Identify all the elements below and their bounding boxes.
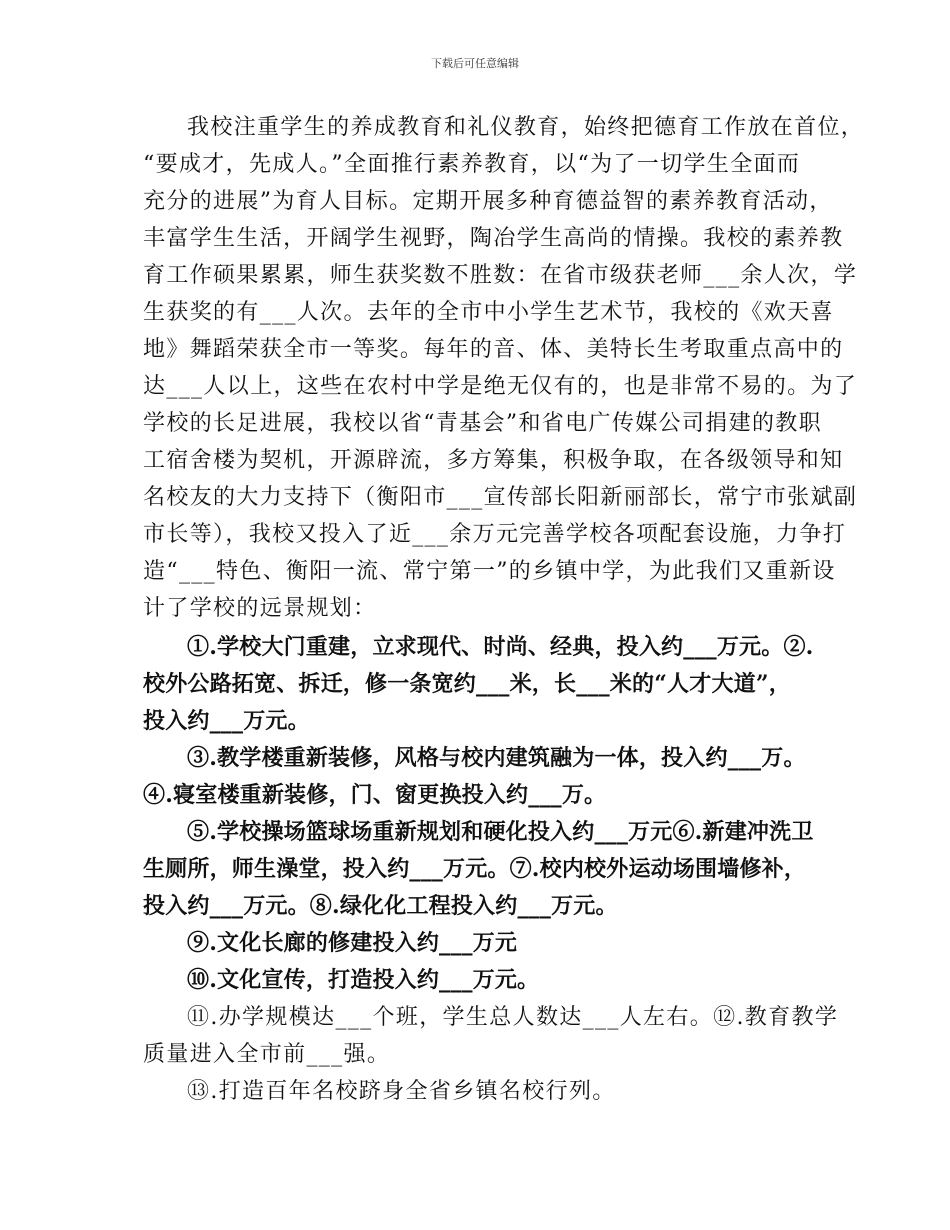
paragraph-line: 工宿舍楼为契机，开源辟流，多方筹集，积极争取，在各级领导和知 xyxy=(143,448,844,473)
paragraph-line: 育工作硕果累累，师生获奖数不胜数：在省市级获老师___余人次，学 xyxy=(143,263,858,288)
plan-item-line: ①.学校大门重建，立求现代、时尚、经典，投入约___万元。②. xyxy=(187,634,814,660)
plan-item-line: 校外公路拓宽、拆迁，修一条宽约___米，长___米的“人才大道”， xyxy=(143,671,791,697)
paragraph-line: 我校注重学生的养成教育和礼仪教育，始终把德育工作放在首位， xyxy=(187,115,865,140)
paragraph-line: 地》舞蹈荣获全市一等奖。每年的音、体、美特长生考取重点高中的 xyxy=(143,337,844,362)
paragraph-line: 丰富学生生活，开阔学生视野，陶冶学生高尚的情操。我校的素养教 xyxy=(143,226,844,251)
plan-item-line: 生厕所，师生澡堂，投入约___万元。⑦.校内校外运动场围墙修补， xyxy=(143,856,807,882)
plan-item-line: ⑨.文化长廊的修建投入约___万元 xyxy=(187,930,518,956)
paragraph-line: 名校友的大力支持下（衡阳市___宣传部长阳新丽部长，常宁市张斌副 xyxy=(143,485,858,510)
paragraph-line: 市长等），我校又投入了近___余万元完善学校各项配套设施，力争打 xyxy=(143,522,847,547)
page-header: 下载后可任意编辑 xyxy=(431,57,519,70)
plan-item-line: ⑬.打造百年名校跻身全省乡镇名校行列。 xyxy=(187,1079,616,1104)
paragraph-line: 造“___特色、衡阳一流、常宁第一”的乡镇中学，为此我们又重新设 xyxy=(143,559,836,584)
plan-item-line: 质量进入全市前___强。 xyxy=(143,1042,391,1067)
plan-item-line: 投入约___万元。⑧.绿化化工程投入约___万元。 xyxy=(143,893,618,919)
paragraph-line: 计了学校的远景规划： xyxy=(143,596,377,621)
plan-item-line: ⑪.办学规模达___个班，学生总人数达___人左右。⑫.教育教学 xyxy=(187,1005,839,1030)
paragraph-line: “要成才，先成人。”全面推行素养教育，以“为了一切学生全面而 xyxy=(143,152,801,177)
plan-item-line: ③.教学楼重新装修，风格与校内建筑融为一体，投入约___万。 xyxy=(187,745,806,771)
plan-item-line: ⑤.学校操场篮球场重新规划和硬化投入约___万元⑥.新建冲洗卫 xyxy=(187,819,814,845)
plan-item-line: 投入约___万元。 xyxy=(143,708,310,734)
plan-item-line: ④.寝室楼重新装修，门、窗更换投入约___万。 xyxy=(143,782,607,808)
paragraph-line: 充分的进展”为育人目标。定期开展多种育德益智的素养教育活动， xyxy=(143,189,833,214)
paragraph-line: 生获奖的有___人次。去年的全市中小学生艺术节，我校的《欢天喜 xyxy=(143,300,834,325)
paragraph-line: 达___人以上，这些在农村中学是绝无仅有的，也是非常不易的。为了 xyxy=(143,374,858,399)
plan-item-line: ⑩.文化宣传，打造投入约___万元。 xyxy=(187,967,540,993)
paragraph-line: 学校的长足进展，我校以省“青基会”和省电广传媒公司捐建的教职 xyxy=(143,411,822,436)
